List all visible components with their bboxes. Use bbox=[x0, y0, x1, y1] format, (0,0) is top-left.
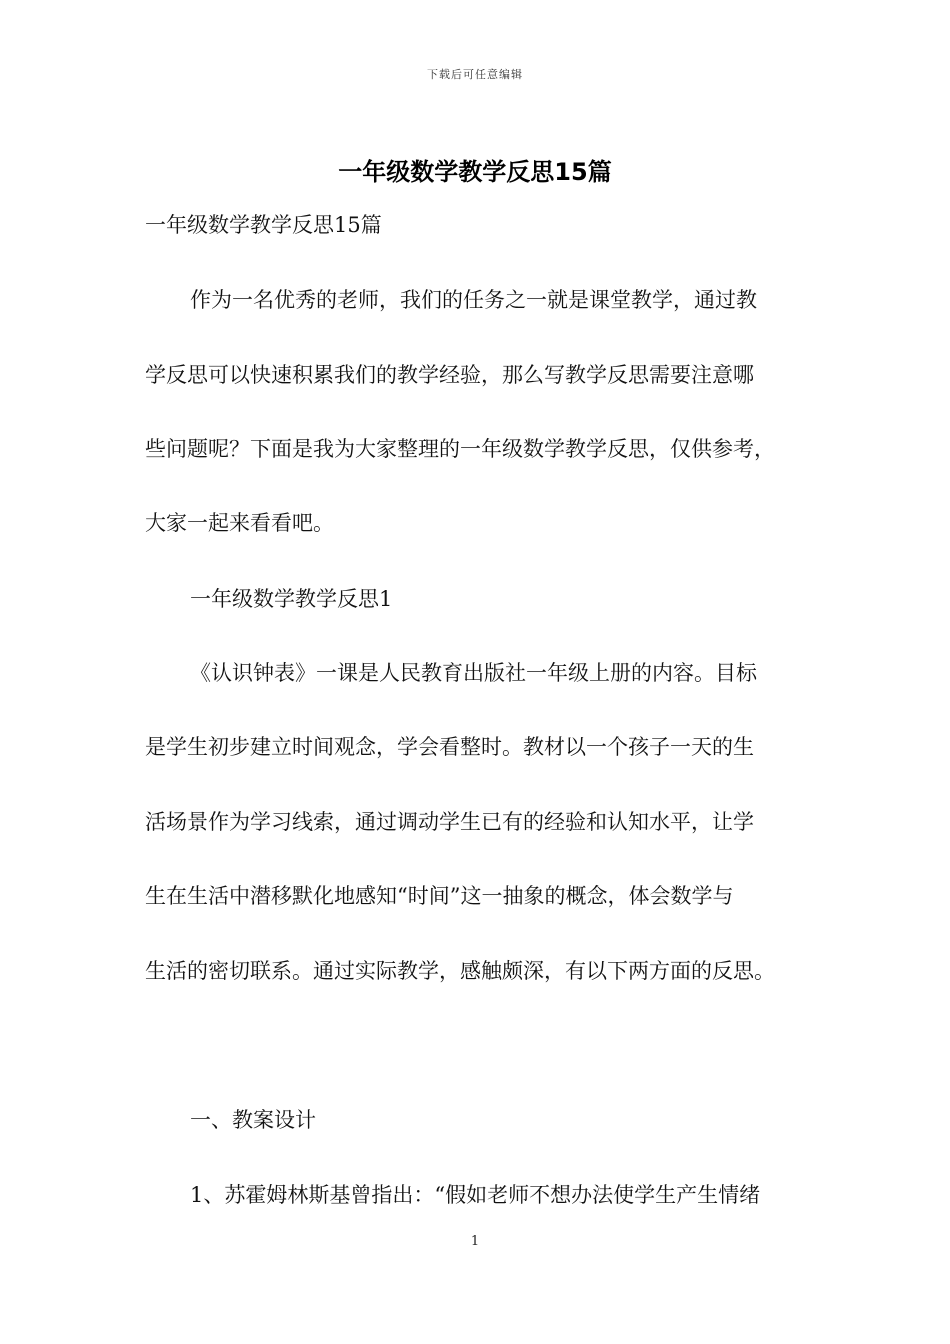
paragraph-line: 生在生活中潜移默化地感知“时间”这一抽象的概念，体会数学与 bbox=[145, 884, 734, 908]
download-edit-note: 下载后可任意编辑 bbox=[427, 68, 523, 81]
paragraph-line: 些问题呢？下面是我为大家整理的一年级数学教学反思，仅供参考， bbox=[145, 437, 775, 461]
paragraph-line: 《认识钟表》一课是人民教育出版社一年级上册的内容。目标 bbox=[190, 661, 757, 685]
part-heading: 一、教案设计 bbox=[190, 1108, 316, 1132]
list-item: 1、苏霍姆林斯基曾指出：“假如老师不想办法使学生产生情绪 bbox=[190, 1183, 761, 1207]
paragraph-line: 是学生初步建立时间观念，学会看整时。教材以一个孩子一天的生 bbox=[145, 735, 754, 759]
paragraph-line: 生活的密切联系。通过实际教学，感触颇深，有以下两方面的反思。 bbox=[145, 959, 775, 983]
paragraph-line: 作为一名优秀的老师，我们的任务之一就是课堂教学，通过教 bbox=[190, 288, 757, 312]
paragraph-line: 学反思可以快速积累我们的教学经验，那么写教学反思需要注意哪 bbox=[145, 363, 754, 387]
paragraph-line: 大家一起来看看吧。 bbox=[145, 511, 334, 535]
document-subtitle: 一年级数学教学反思15篇 bbox=[145, 213, 382, 237]
paragraph-line: 活场景作为学习线索，通过调动学生已有的经验和认知水平，让学 bbox=[145, 810, 754, 834]
document-title: 一年级数学教学反思15篇 bbox=[338, 158, 612, 186]
page-number: 1 bbox=[470, 1234, 480, 1249]
section-heading: 一年级数学教学反思1 bbox=[190, 587, 393, 611]
